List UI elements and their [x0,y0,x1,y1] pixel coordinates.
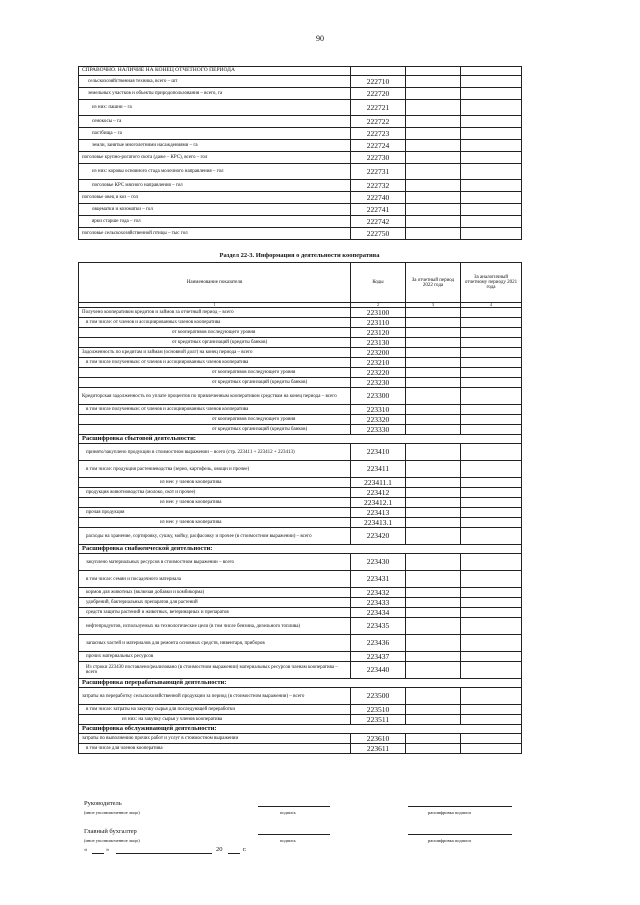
row-code: 223433 [351,598,406,608]
row-label: от кредитных организаций (кредиты банков) [79,338,351,348]
value-cell[interactable] [406,508,461,518]
row-label: пастбища – га [79,128,351,140]
value-cell[interactable] [461,164,522,180]
header-codes: Коды [351,263,406,303]
row-code: 223120 [351,328,406,338]
row-label: из них: на закупку сырья у членов кооператива [79,715,351,725]
row-label: овцематки и козоматки – гол [79,204,351,216]
value-cell[interactable] [461,318,522,328]
value-cell[interactable] [406,618,461,635]
value-cell[interactable] [461,76,522,88]
row-label: поголовье крупно-рогатого скота (даже – КРС), всего – гол [79,152,351,164]
value-cell[interactable] [461,116,522,128]
value-cell[interactable] [406,100,461,116]
table-row [79,444,522,461]
table-row [79,488,522,498]
table-row [79,88,522,100]
date-month-line [116,853,212,854]
table-row [79,744,522,754]
accountant-note: (иное уполномоченное лицо) [84,838,140,843]
value-cell[interactable] [461,635,522,652]
value-cell[interactable] [406,705,461,715]
inventory-table [78,66,522,240]
value-cell[interactable] [406,164,461,180]
row-label: земли, занятые многолетними насаждениями – га [79,140,351,152]
section-header-row [79,725,522,734]
value-cell[interactable] [461,192,522,204]
row-label: ярки старше года – гол [79,216,351,228]
table-row [79,100,522,116]
value-cell[interactable] [406,598,461,608]
row-code: 223110 [351,318,406,328]
value-cell[interactable] [461,140,522,152]
row-code: 223300 [351,388,406,405]
row-label: Из строки 223430 поставлено/реализовано (в стоимостном выражении) материальных ресурсов членам кооператива – всего [79,662,351,679]
table-row [79,216,522,228]
row-code: 223500 [351,688,406,705]
value-cell[interactable] [406,228,461,240]
accountant-decode-line [408,834,512,835]
row-code: 222722 [351,116,406,128]
inventory-header: СПРАВОЧНО. НАЛИЧИЕ НА КОНЕЦ ОТЧЕТНОГО ПЕРИОДА [79,67,351,76]
table-row [79,635,522,652]
row-label: кормов для животных (включая добавки и комбикорма) [79,588,351,598]
value-cell[interactable] [406,116,461,128]
value-cell[interactable] [461,618,522,635]
value-cell[interactable] [406,528,461,545]
row-label: Задолженность по кредитам и займам (основной долг) на конец периода – всего [79,348,351,358]
value-cell[interactable] [461,128,522,140]
table-row [79,528,522,545]
row-code: 223200 [351,348,406,358]
table-row [79,608,522,618]
section-header: Расшифровка обслуживающей деятельности: [79,725,522,734]
row-code: 223412.1 [351,498,406,508]
table-row [79,318,522,328]
value-cell[interactable] [406,328,461,338]
table-row [79,192,522,204]
row-code: 223511 [351,715,406,725]
header-indicator: Наименование показателя [79,263,351,303]
value-cell[interactable] [461,461,522,478]
section-header: Расшифровка перерабатывающей деятельности: [79,679,522,688]
table-row [79,498,522,508]
header-period-2021: За аналогичный отчетному периоду 2021 года [461,263,522,303]
row-label: запасных частей и материалов для ремонта основных средств, инвентаря, приборов [79,635,351,652]
row-label: поголовье овец и коз – гол [79,192,351,204]
section-header: Расшифровка снабженческой деятельности: [79,545,522,554]
value-cell[interactable] [461,415,522,425]
table-row [79,180,522,192]
row-label: из них: пашни – га [79,100,351,116]
section-header-row [79,545,522,554]
table-row [79,662,522,679]
row-label: в том числе: семян и посадочного материала [79,571,351,588]
table-row [79,571,522,588]
table-row [79,734,522,744]
row-code: 223210 [351,358,406,368]
row-label: из нее: у членов кооператива [79,498,351,508]
value-cell[interactable] [461,734,522,744]
value-cell[interactable] [406,348,461,358]
row-code: 223230 [351,378,406,388]
row-label: затраты по выполнению прочих работ и услуг в стоимостном выражении [79,734,351,744]
head-signature-label: подпись [280,810,296,815]
table-row [79,368,522,378]
row-code: 223411.1 [351,478,406,488]
table-row [79,338,522,348]
row-label: от кооперативов последующего уровня [79,415,351,425]
row-code: 222740 [351,192,406,204]
value-cell[interactable] [461,328,522,338]
row-code: 223431 [351,571,406,588]
value-cell[interactable] [406,358,461,368]
value-cell[interactable] [461,652,522,662]
head-note: (иное уполномоченное лицо) [84,810,140,815]
row-label: поголовье КРС мясного направления – гол [79,180,351,192]
row-label: удобрений, бактериальных препаратов для растений [79,598,351,608]
table-row [79,358,522,368]
row-label: закуплено материальных ресурсов в стоимостном выражении – всего [79,554,351,571]
row-label: затраты на переработку сельскохозяйственной продукции за период (в стоимостном выражении) – всего [79,688,351,705]
table-row [79,308,522,318]
value-cell[interactable] [406,318,461,328]
value-cell[interactable] [406,444,461,461]
row-code: 223220 [351,368,406,378]
row-label: поголовье сельскохозяйственной птицы – тыс гол [79,228,351,240]
value-cell[interactable] [406,662,461,679]
value-cell[interactable] [461,554,522,571]
value-cell[interactable] [461,338,522,348]
row-code: 223435 [351,618,406,635]
row-code: 223413.1 [351,518,406,528]
value-cell[interactable] [406,204,461,216]
value-cell[interactable] [461,518,522,528]
row-label: сенокосы – га [79,116,351,128]
value-cell[interactable] [461,715,522,725]
row-label: из нее: у членов кооператива [79,478,351,488]
value-cell[interactable] [461,508,522,518]
value-cell[interactable] [461,425,522,435]
value-cell[interactable] [406,140,461,152]
value-cell[interactable] [461,488,522,498]
row-label: из них: коровы основного стада молочного направления – гол [79,164,351,180]
row-code: 223413 [351,508,406,518]
table-row [79,128,522,140]
table-row [79,588,522,598]
head-signature-line [258,806,330,807]
section-title: Раздел 22-3. Информация о деятельности кооператива [219,252,380,259]
value-cell[interactable] [406,405,461,415]
value-cell[interactable] [461,705,522,715]
row-code: 222731 [351,164,406,180]
value-cell[interactable] [406,734,461,744]
section-header-row [79,435,522,444]
row-code: 223412 [351,488,406,498]
value-cell[interactable] [461,571,522,588]
row-label: в том числе: продукция растениеводства (зерно, картофель, овощи и прочее) [79,461,351,478]
value-cell[interactable] [406,180,461,192]
value-cell[interactable] [461,688,522,705]
value-cell[interactable] [406,571,461,588]
value-cell[interactable] [461,662,522,679]
value-cell[interactable] [406,425,461,435]
value-cell[interactable] [461,348,522,358]
value-cell[interactable] [461,100,522,116]
row-code: 222720 [351,88,406,100]
column-index: 3 [406,303,461,308]
table-row [79,348,522,358]
value-cell[interactable] [406,498,461,508]
value-cell[interactable] [406,152,461,164]
value-cell[interactable] [461,228,522,240]
row-code: 222724 [351,140,406,152]
table-row [79,164,522,180]
row-label: продукция животноводства (молоко, скот и прочее) [79,488,351,498]
table-row [79,554,522,571]
table-row [79,328,522,338]
table-row [79,618,522,635]
row-code: 222730 [351,152,406,164]
row-code: 223130 [351,338,406,348]
table-row [79,508,522,518]
value-cell[interactable] [406,128,461,140]
table-row [79,204,522,216]
column-index: 2 [351,303,406,308]
value-cell[interactable] [406,588,461,598]
accountant-title: Главный бухгалтер [84,828,137,835]
table-row [79,461,522,478]
row-label: принято/закуплено продукции в стоимостном выражении – всего (стр. 223411 + 223412 + 223413) [79,444,351,461]
value-cell[interactable] [406,415,461,425]
date-year-prefix: 20 [216,846,223,853]
value-cell[interactable] [461,405,522,415]
row-label: в том числе для членов кооператива [79,744,351,754]
table-row [79,116,522,128]
value-cell[interactable] [406,478,461,488]
value-cell[interactable] [461,204,522,216]
value-cell[interactable] [406,652,461,662]
row-code: 223432 [351,588,406,598]
row-code: 223420 [351,528,406,545]
row-code: 223611 [351,744,406,754]
table-row [79,598,522,608]
table-row [79,140,522,152]
accountant-decode-label: расшифровка подписи [428,838,471,843]
value-cell[interactable] [461,152,522,164]
row-code: 223330 [351,425,406,435]
row-code: 222750 [351,228,406,240]
column-index: 4 [461,303,522,308]
accountant-signature-label: подпись [280,838,296,843]
value-cell[interactable] [406,461,461,478]
row-label: от кооперативов последующего уровня [79,368,351,378]
date-year-line [228,853,240,854]
table-row [79,652,522,662]
table-row [79,405,522,415]
row-label: от кооперативов последующего уровня [79,328,351,338]
value-cell[interactable] [406,308,461,318]
row-code: 223510 [351,705,406,715]
row-label: от кредитных организаций (кредиты банков) [79,378,351,388]
table-row [79,518,522,528]
table-row [79,705,522,715]
row-label: нефтепродуктов, используемых на технологические цели (в том числе бензина, дизельного топлива) [79,618,351,635]
row-code: 223411 [351,461,406,478]
row-code: 222732 [351,180,406,192]
value-cell[interactable] [461,528,522,545]
row-label: прочая продукция [79,508,351,518]
row-label: от кредитных организаций (кредиты банков) [79,425,351,435]
row-label: средств защиты растений и животных, ветеринарных и препаратов [79,608,351,618]
value-cell[interactable] [406,378,461,388]
table-row [79,76,522,88]
row-code: 223436 [351,635,406,652]
row-code: 222721 [351,100,406,116]
value-cell[interactable] [461,216,522,228]
value-cell[interactable] [461,608,522,618]
value-cell[interactable] [461,180,522,192]
date-day-line [92,853,104,854]
head-decode-label: расшифровка подписи [428,810,471,815]
value-cell[interactable] [461,88,522,100]
value-cell[interactable] [461,388,522,405]
value-cell[interactable] [406,518,461,528]
value-cell[interactable] [406,368,461,378]
value-cell[interactable] [406,388,461,405]
value-cell[interactable] [461,478,522,488]
row-label: в том числе полученным: от членов и ассоциированных членов кооператива [79,358,351,368]
value-cell[interactable] [406,216,461,228]
table-row [79,478,522,488]
row-label: в том числе: от членов и ассоциированных членов кооператива [79,318,351,328]
value-cell[interactable] [461,744,522,754]
head-decode-line [408,806,512,807]
table-row [79,228,522,240]
value-cell[interactable] [406,635,461,652]
value-cell[interactable] [461,588,522,598]
row-code: 223434 [351,608,406,618]
section-header: Расшифровка сбытовой деятельности: [79,435,522,444]
value-cell[interactable] [406,76,461,88]
page-number: 90 [316,34,324,43]
value-cell[interactable] [461,368,522,378]
row-code: 222742 [351,216,406,228]
row-code: 222723 [351,128,406,140]
row-label: Кредиторская задолженность по уплате процентов по привлеченным кооперативом средствам на конец периода – всего [79,388,351,405]
table-header-row [79,263,522,303]
row-label: сельскохозяйственная техника, всего – шт [79,76,351,88]
value-cell[interactable] [406,688,461,705]
table-row [79,425,522,435]
row-code: 223440 [351,662,406,679]
row-label: прочих материальных ресурсов [79,652,351,662]
value-cell[interactable] [406,608,461,618]
row-label: расходы на хранение, сортировку, сушку, мойку, расфасовку и прочее (в стоимостном выражении) – всего [79,528,351,545]
row-label: земельных участков и объекты природопользования – всего, га [79,88,351,100]
table-row [79,378,522,388]
row-code: 223430 [351,554,406,571]
header-period-2022: За отчетный период 2022 года [406,263,461,303]
value-cell[interactable] [461,358,522,368]
value-cell[interactable] [406,88,461,100]
row-label: в том числе полученным: от членов и ассоциированных членов кооператива [79,405,351,415]
row-code: 222710 [351,76,406,88]
value-cell[interactable] [406,715,461,725]
value-cell[interactable] [406,338,461,348]
row-label: в том числе: затраты на закупку сырья для последующей переработки [79,705,351,715]
row-code: 223100 [351,308,406,318]
value-cell[interactable] [461,378,522,388]
table-row [79,415,522,425]
date-open-quote: « [84,846,88,853]
row-code: 223437 [351,652,406,662]
row-code: 222741 [351,204,406,216]
value-cell[interactable] [461,498,522,508]
inventory-header-row [79,67,522,76]
row-label: из нее: у членов кооператива [79,518,351,528]
table-row [79,388,522,405]
table-row [79,688,522,705]
section-header-row [79,679,522,688]
value-cell[interactable] [461,308,522,318]
row-code: 223410 [351,444,406,461]
value-cell[interactable] [406,192,461,204]
head-title: Руководитель [84,800,122,807]
date-year-suffix: г. [243,846,247,853]
value-cell[interactable] [406,488,461,498]
cooperative-activity-table [78,262,522,754]
value-cell[interactable] [461,444,522,461]
value-cell[interactable] [461,598,522,608]
table-row [79,715,522,725]
row-code: 223610 [351,734,406,744]
date-close-quote: » [106,846,110,853]
row-label: Получено кооперативом кредитов и займов за отчетный период – всего [79,308,351,318]
table-row [79,152,522,164]
column-index: 1 [79,303,351,308]
row-code: 223310 [351,405,406,415]
value-cell[interactable] [406,554,461,571]
value-cell[interactable] [406,744,461,754]
row-code: 223320 [351,415,406,425]
accountant-signature-line [258,834,330,835]
